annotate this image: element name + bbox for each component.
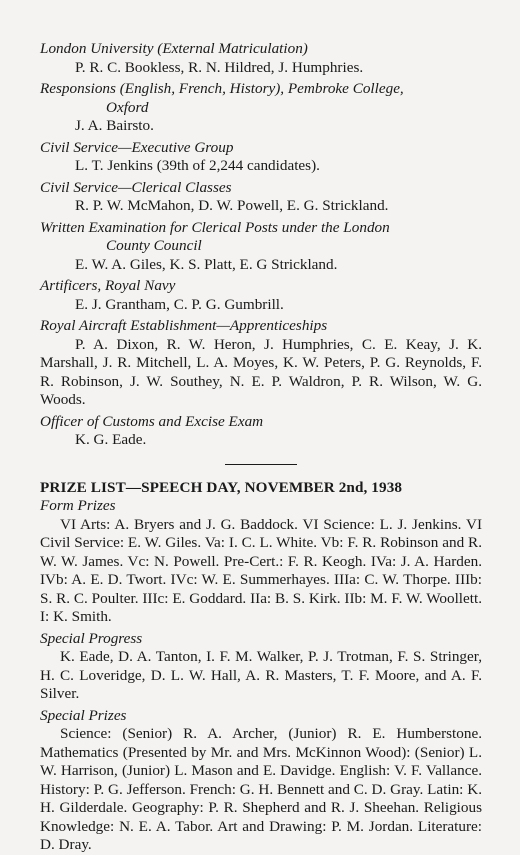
exam-candidates: E. W. A. Giles, K. S. Platt, E. G Strickland. bbox=[75, 255, 338, 273]
exam-candidates: P. A. Dixon, R. W. Heron, J. Humphries, C. E. Keay, J. K. Marshall, J. R. Mitchell, L. A. Moyes, K. W. Peters, P. G. Reynolds, F. R. Robinson, J. W. Southey, N. E. P. Waldron, P. R. Wilson, W. G. Woods. bbox=[40, 335, 482, 408]
exam-entry-civil-service-clerical bbox=[40, 179, 482, 216]
exam-results-column bbox=[40, 40, 482, 855]
exam-heading: Artificers, Royal Navy bbox=[40, 277, 176, 294]
section-divider bbox=[225, 464, 297, 465]
prize-section-text: K. Eade, D. A. Tanton, I. F. M. Walker, P. J. Trotman, F. S. Stringer, H. C. Loveridge, D. L. W. Hall, A. R. Masters, T. F. Moore, and A. F. Silver. bbox=[40, 648, 482, 702]
exam-candidates: K. G. Eade. bbox=[75, 431, 147, 448]
prize-section-text: Science: (Senior) R. A. Archer, (Junior) R. E. Humberstone. Mathematics (Presented by Mr. and Mrs. McKinnon Wood): (Senior) L. W. Harrison, (Junior) L. Mason and E. Davidge. English: V. F. Vallance. History: P. G. Jefferson. French: G. H. Bennett and C. D. Gray. Latin: K. H. Gilderdale. Geography: P. R. Shepherd and R. J. Sheehan. Religious Knowledge: N. E. A. Tabor. Art and Drawing: P. M. Jordan. Literature: D. Dray. bbox=[40, 725, 482, 853]
exam-entry-royal-aircraft bbox=[40, 317, 482, 410]
prize-section-text: VI Arts: A. Bryers and J. G. Baddock. VI Science: L. J. Jenkins. VI Civil Service: E. W. Giles. Va: I. C. L. White. Vb: F. R. Robinson and R. W. W. James. Vc: N. Powell. Pre-Cert.: F. R. Keogh. IVa: J. A. Harden. IVb: A. E. D. Twort. IVc: W. E. Summerhayes. IIIa: C. W. Thorpe. IIIb: S. R. C. Poulter. IIIc: E. Goddard. IIa: B. S. Kirk. IIb: M. F. W. Woollett. I: K. Smith. bbox=[40, 515, 482, 625]
exam-heading: Civil Service—Clerical Classes bbox=[40, 178, 232, 196]
exam-entry-civil-service-executive bbox=[40, 139, 482, 176]
exam-heading: Responsions (English, French, History), Pembroke College, Oxford bbox=[40, 80, 482, 117]
exam-entry-customs bbox=[40, 413, 482, 450]
exam-candidates: L. T. Jenkins (39th of 2,244 candidates). bbox=[75, 157, 320, 174]
prize-section-heading: Special Progress bbox=[40, 629, 143, 647]
exam-candidates: R. P. W. McMahon, D. W. Powell, E. G. Strickland. bbox=[75, 197, 389, 214]
prize-section-heading: Form Prizes bbox=[40, 497, 116, 514]
exam-heading: Civil Service—Executive Group bbox=[40, 138, 234, 156]
exam-entry-lcc-clerical bbox=[40, 219, 482, 275]
exam-candidates: J. A. Bairsto. bbox=[75, 117, 154, 134]
prize-section-form-prizes bbox=[40, 497, 482, 627]
prize-list bbox=[40, 479, 482, 855]
exam-entry-artificers bbox=[40, 277, 482, 314]
exam-heading: Officer of Customs and Excise Exam bbox=[40, 412, 264, 430]
exam-heading-continuation: Oxford bbox=[106, 98, 149, 116]
prize-section-special-progress bbox=[40, 630, 482, 704]
exam-heading: London University (External Matriculation) bbox=[40, 40, 308, 57]
prize-section-heading: Special Prizes bbox=[40, 706, 127, 724]
exam-entry-london-university bbox=[40, 40, 482, 77]
prize-section-special-prizes bbox=[40, 707, 482, 855]
exam-heading: Written Examination for Clerical Posts under the London County Council bbox=[40, 219, 482, 256]
exam-entry-responsions bbox=[40, 80, 482, 136]
exam-candidates: E. J. Grantham, C. P. G. Gumbrill. bbox=[75, 295, 284, 313]
exam-candidates: P. R. C. Bookless, R. N. Hildred, J. Humphries. bbox=[75, 58, 364, 76]
exam-heading-continuation: County Council bbox=[106, 237, 202, 254]
prize-list-title: PRIZE LIST—SPEECH DAY, NOVEMBER 2nd, 1938 bbox=[40, 478, 403, 496]
exam-heading: Royal Aircraft Establishment—Apprenticeships bbox=[40, 317, 328, 334]
